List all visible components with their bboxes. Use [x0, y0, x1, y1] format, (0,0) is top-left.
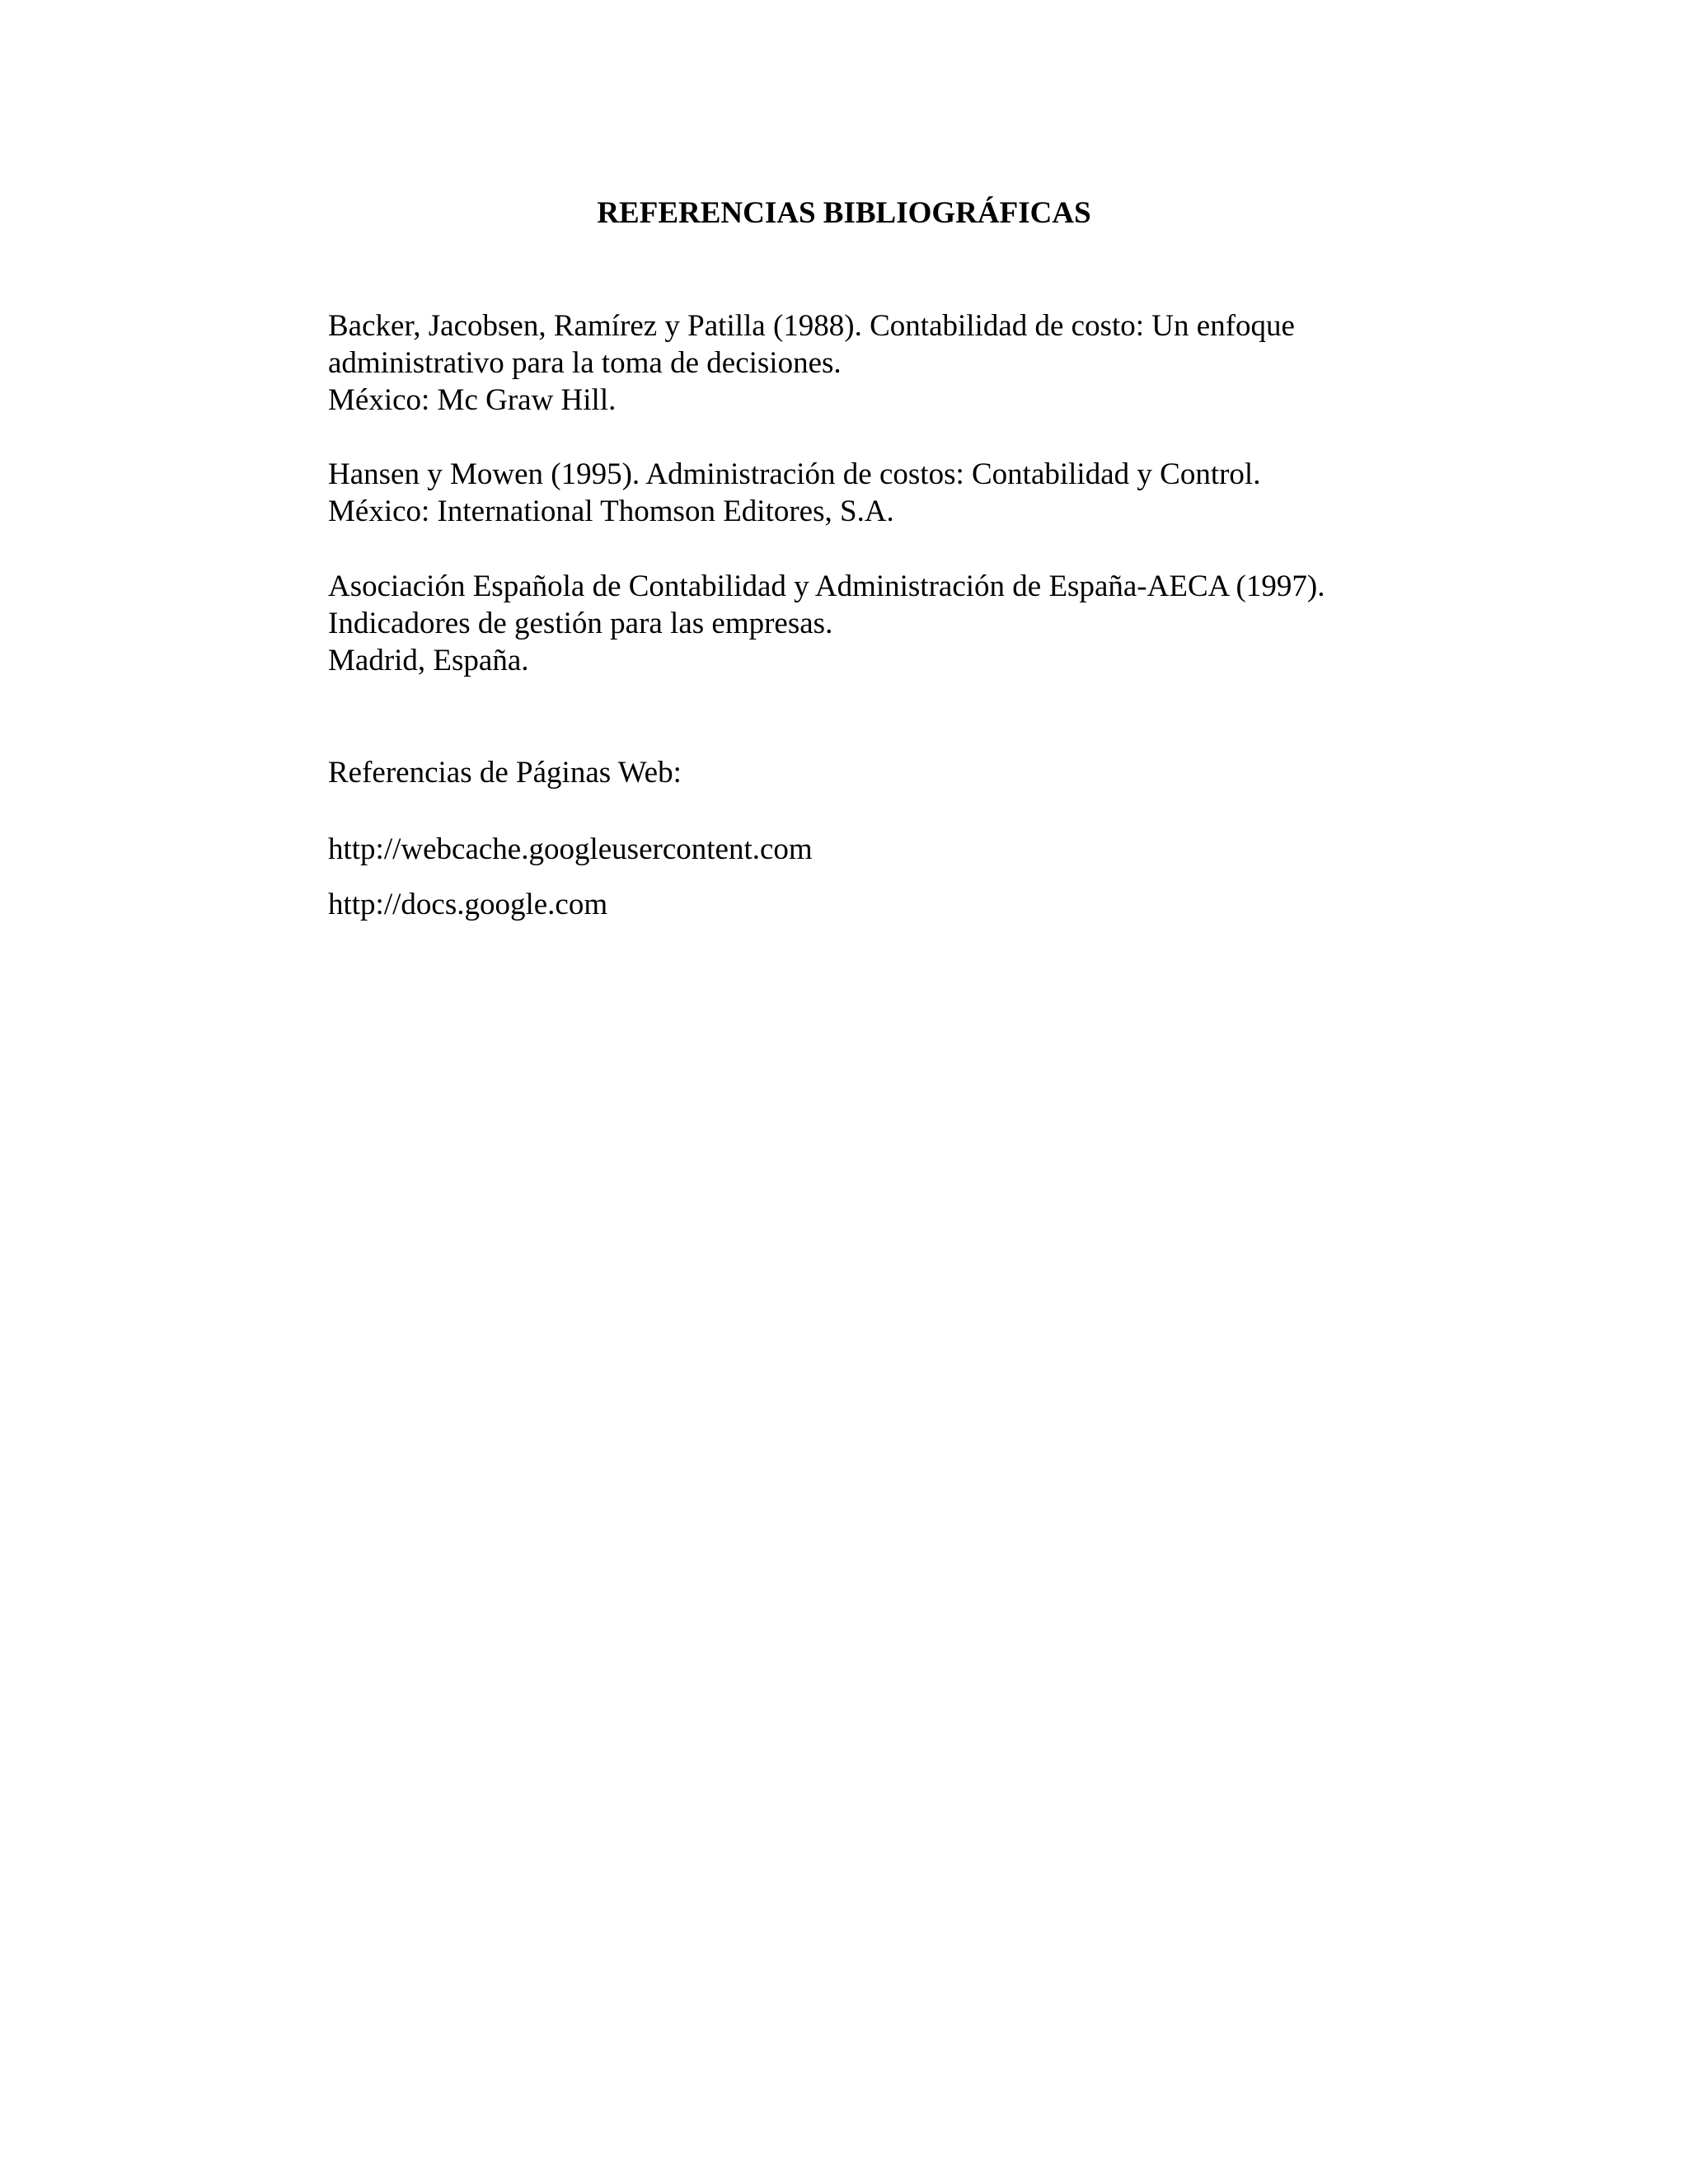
web-references-heading-text: Referencias de Páginas Web: [328, 756, 682, 790]
reference-line: México: Mc Graw Hill. [328, 383, 617, 417]
web-link-item [328, 831, 1482, 868]
reference-entry [328, 456, 1482, 530]
reference-line: Backer, Jacobsen, Ramírez y Patilla (1988). Contabilidad de costo: Un enfoque [328, 309, 1295, 343]
web-link[interactable]: http://webcache.googleusercontent.com [328, 832, 813, 866]
reference-line: Madrid, España. [328, 644, 529, 677]
page-title [0, 193, 1688, 234]
reference-line: Hansen y Mowen (1995). Administración de costos: Contabilidad y Control. [328, 457, 1261, 491]
reference-entry [328, 307, 1482, 419]
reference-line: México: International Thomson Editores, S.A. [328, 494, 894, 528]
reference-line: administrativo para la toma de decisiones. [328, 346, 842, 380]
web-references-heading [328, 754, 1482, 791]
reference-line: Indicadores de gestión para las empresas. [328, 607, 833, 640]
page-title-text: REFERENCIAS BIBLIOGRÁFICAS [597, 196, 1091, 230]
reference-line: Asociación Española de Contabilidad y Administración de España-AECA (1997). [328, 569, 1325, 603]
reference-entry [328, 568, 1482, 679]
web-link[interactable]: http://docs.google.com [328, 888, 608, 921]
web-link-item [328, 886, 1482, 923]
